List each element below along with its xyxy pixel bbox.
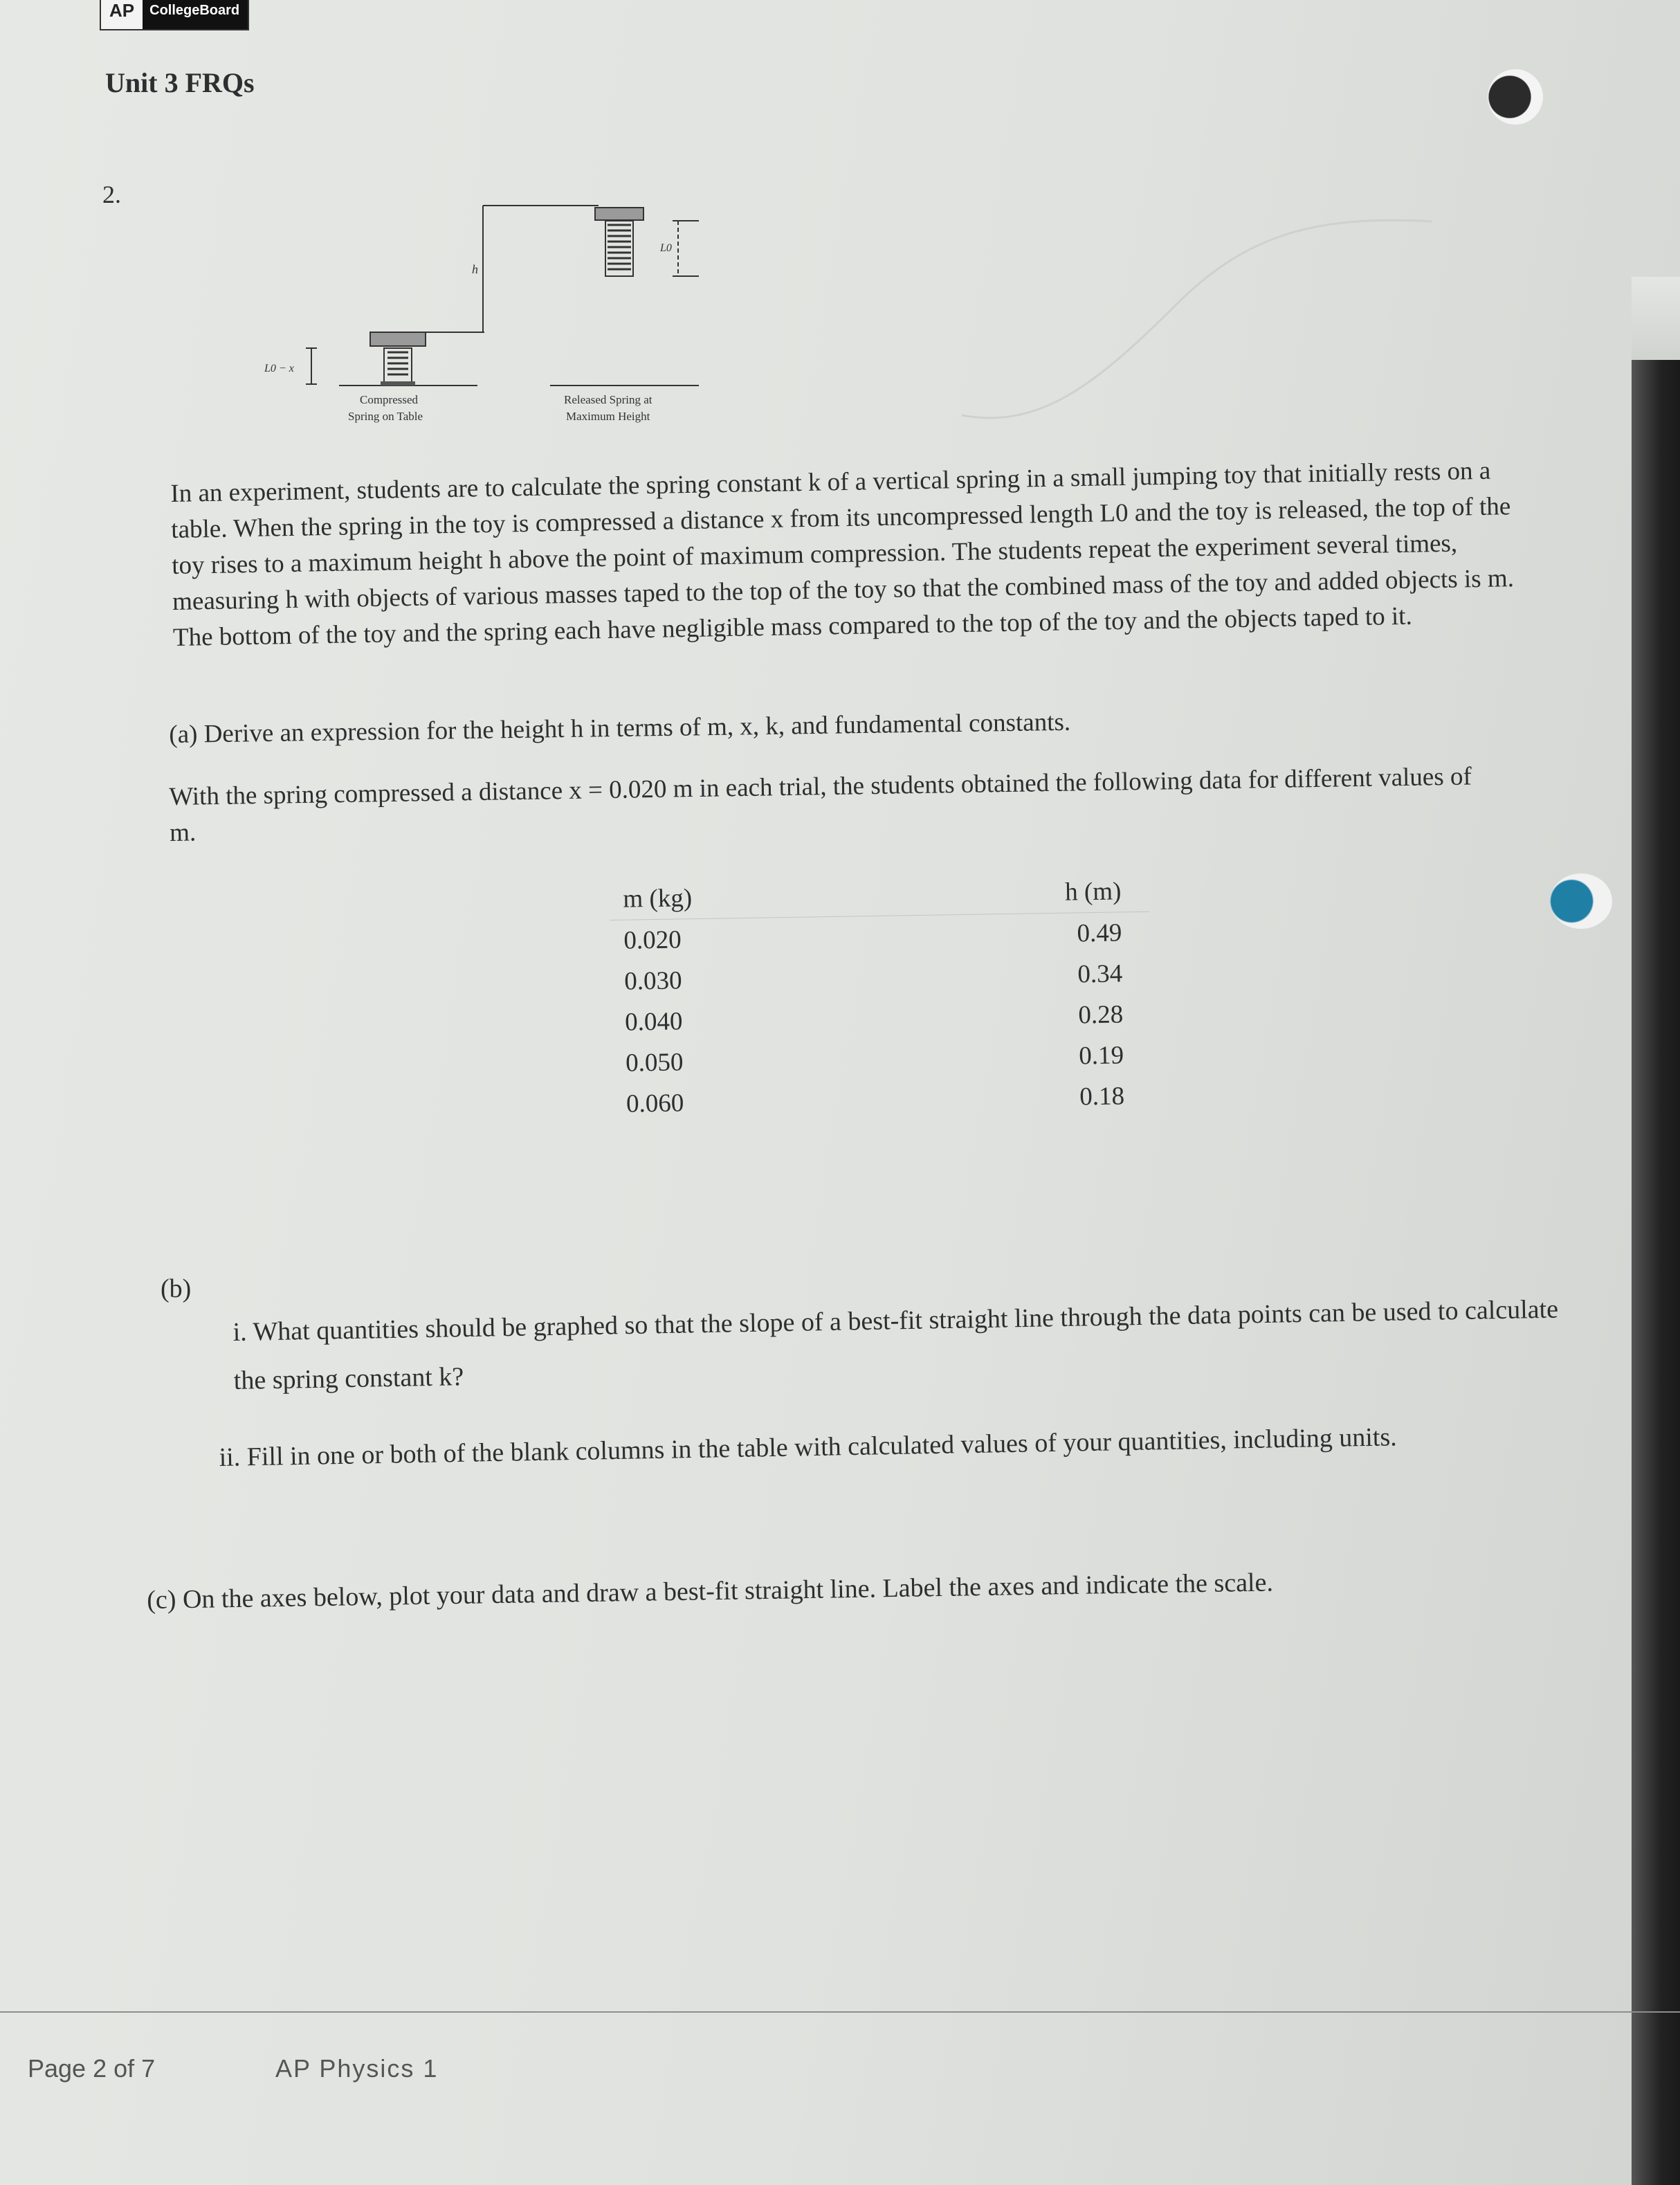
- column-header-height: h (m): [1064, 877, 1122, 907]
- ap-logo-text: AP: [109, 0, 135, 21]
- question-number: 2.: [102, 181, 121, 208]
- collegeboard-logo-text: CollegeBoard: [143, 0, 248, 29]
- mass-cell: 0.020: [623, 925, 682, 955]
- released-caption-line1: Released Spring at: [564, 393, 652, 406]
- background-edge: [1632, 277, 1680, 367]
- part-b-label: (b): [161, 1274, 192, 1303]
- height-cell: 0.18: [1079, 1082, 1125, 1112]
- mass-cell: 0.060: [626, 1089, 684, 1118]
- question-stem: In an experiment, students are to calculate the spring constant k of a vertical spring in a small jumping toy that initially rests on a table. When the spring in the toy is compressed a distance x from its uncompressed length L0 and the toy is released, the top of the toy rises to a maximum height h above the point of maximum compression. The students repeat the experiment several times, measuring h with objects of various masses taped to the top of the toy so that the combined mass of the toy and added objects is m. The bottom of the toy and the spring each have negligible mass compared to the top of the toy and the objects taped to it.: [170, 456, 1515, 652]
- h-label: h: [472, 262, 478, 276]
- part-b-ii-prompt: ii. Fill in one or both of the blank columns in the table with calculated values of your quantities, including units.: [219, 1422, 1398, 1472]
- ap-collegeboard-logo: [100, 0, 249, 30]
- page-number: Page 2 of 7: [28, 2054, 156, 2083]
- l0-minus-x-label: L0 − x: [264, 363, 294, 374]
- background-shadow: [1632, 360, 1680, 2185]
- punch-hole: [1550, 873, 1612, 929]
- height-cell: 0.34: [1077, 959, 1123, 989]
- table-row: [612, 1076, 1153, 1125]
- column-header-mass: m (kg): [623, 884, 693, 914]
- data-table: [609, 871, 1152, 1125]
- height-cell: 0.28: [1078, 1000, 1124, 1030]
- course-name: AP Physics 1: [275, 2054, 439, 2083]
- data-intro-text: With the spring compressed a distance x = 0.020 m in each trial, the students obtained the following data for different values of m.: [169, 762, 1472, 847]
- bleed-through-curve: [955, 208, 1439, 436]
- height-cell: 0.19: [1079, 1041, 1124, 1071]
- mass-cell: 0.050: [625, 1048, 684, 1078]
- compressed-caption-line1: Compressed: [360, 393, 419, 406]
- footer-divider: [0, 2011, 1680, 2013]
- spring-toy-diagram: [249, 197, 720, 439]
- released-caption-line2: Maximum Height: [566, 410, 650, 423]
- page-title: Unit 3 FRQs: [105, 67, 255, 98]
- punch-hole: [1488, 69, 1543, 125]
- height-cell: 0.49: [1077, 918, 1122, 948]
- compressed-caption-line2: Spring on Table: [348, 410, 423, 423]
- part-a-prompt: (a) Derive an expression for the height h in terms of m, x, k, and fundamental constants.: [169, 707, 1071, 749]
- mass-cell: 0.040: [624, 1007, 683, 1037]
- l0-label: L0: [660, 242, 672, 254]
- part-c-prompt: (c) On the axes below, plot your data and draw a best-fit straight line. Label the axes and indicate the scale.: [147, 1568, 1274, 1615]
- mass-cell: 0.030: [624, 966, 682, 996]
- part-b-i-prompt: i. What quantities should be graphed so that the slope of a best-fit straight line through the data points can be used to calculate the spring constant k?: [232, 1294, 1559, 1395]
